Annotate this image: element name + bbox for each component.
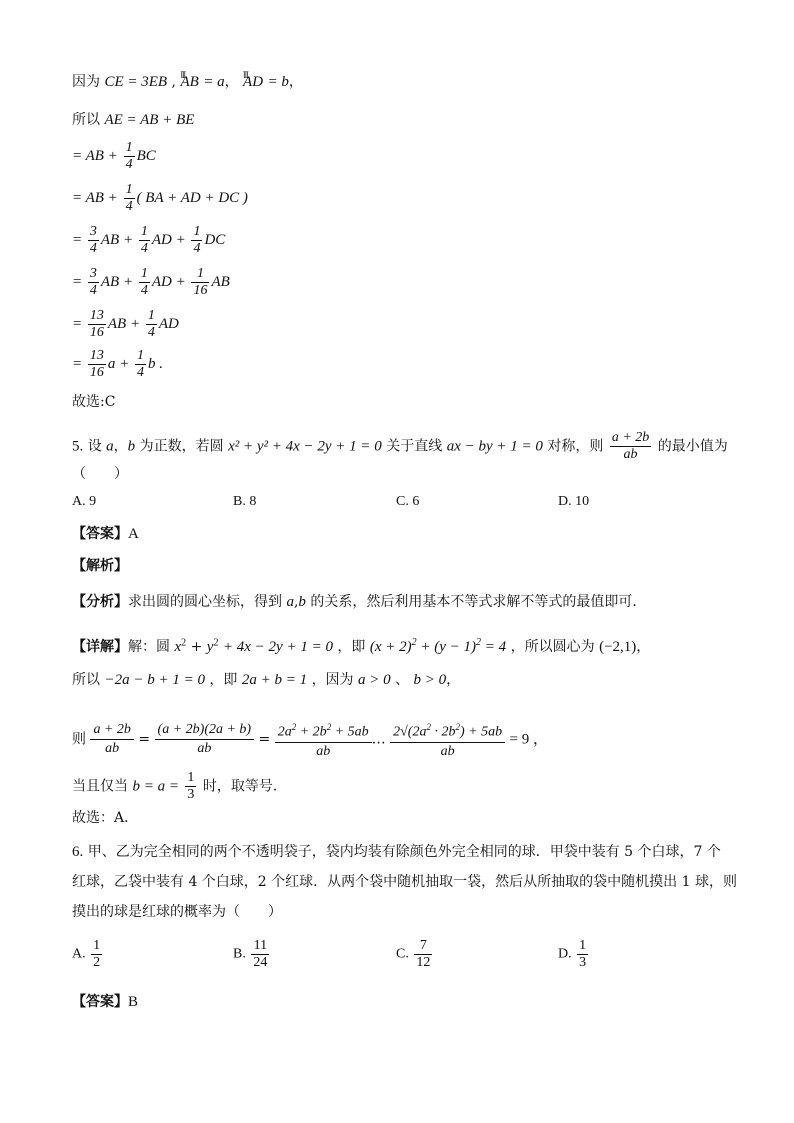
q6-option-d[interactable] (558, 938, 590, 971)
text: 所以 (72, 112, 100, 128)
fraction: $\frac{1}{16}$ (193, 266, 208, 298)
text: （ ） (72, 466, 128, 482)
fraction: $\frac{1}{4}$ (137, 348, 144, 380)
text: 为正数，若圆 (139, 438, 224, 455)
q5-paren (72, 464, 128, 484)
math: ax − by + 1 = 0 (446, 438, 543, 455)
answer-value: A (128, 526, 139, 542)
sol4-step: = AB + $\frac{1}{4}$ BC (72, 140, 156, 172)
text: 故选：A． (72, 810, 139, 826)
math: = 9 ， (509, 731, 548, 748)
sol4-choose (72, 392, 115, 412)
fraction: $\frac{1}{4}$ (125, 140, 133, 172)
fraction: $\frac{13}{16}$ (89, 348, 104, 380)
sol4-line2 (72, 110, 194, 130)
q6-line3 (72, 902, 282, 922)
text: 红球，乙袋中装有 4 个白球，2 个红球．从两个袋中随机抽取一袋，然后从所抽取的袋中随机摸出 1 球，则 (72, 874, 737, 890)
q6-option-c[interactable] (396, 938, 434, 971)
fraction: $\frac{1}{4}$ (147, 308, 155, 340)
fraction: $\frac{(a + 2b)(2a + b)}{ab}$ (155, 721, 255, 758)
text: 关于直线 (386, 438, 443, 455)
fraction: $\frac{a + 2b}{ab}$ (611, 430, 650, 462)
q5-option-b[interactable]: B. 8 (233, 494, 257, 509)
q5-xiangjie: 【详解】解：圆 $x^2 + y^2 + 4x - 2y + 1 = 0$ ，即 $(x + 2)^2 + (y - 1)^2 = 4$ ，所以圆心为 (−2,1)， (72, 637, 651, 655)
answer-tag: 【答案】 (72, 526, 128, 542)
option-letter: D. (558, 946, 572, 962)
option-letter: B. (233, 946, 246, 962)
fraction: $\frac{1}{4}$ (140, 224, 148, 256)
text: 甲、乙为完全相同的两个不透明袋子，袋内均装有除颜色外完全相同的球．甲袋中装有 5 个白球，7 个 (87, 844, 721, 860)
sol4-step: = $\frac{3}{4}$ AB + $\frac{1}{4}$ AD + $\frac{1}{4}$ DC (72, 224, 226, 256)
option-letter: C. (396, 946, 409, 962)
sol4-step: = $\frac{13}{16}$ AB + $\frac{1}{4}$ AD (72, 308, 179, 340)
text: 的最小值为 (657, 438, 728, 455)
text: 时，取等号． (202, 778, 287, 795)
answer-value: B (128, 994, 139, 1010)
text: ，因为 (311, 672, 354, 688)
fraction: $\frac{1}{2}$ (93, 938, 101, 970)
sol4-step: = $\frac{13}{16}$ a + $\frac{1}{4}$ b . (72, 348, 163, 380)
vector: ꞁꞁꞁ AB (180, 72, 198, 92)
fraction: $\frac{a + 2b}{ab}$ (90, 721, 133, 758)
text: 所以 (72, 672, 100, 688)
q5-fenxi: 【分析】求出圆的圆心坐标，得到 a,b 的关系，然后利用基本不等式求解不等式的最值即可． (72, 594, 647, 610)
text: 对称，则 (547, 438, 604, 455)
text: 故选:C (72, 394, 116, 410)
text: 求出圆的圆心坐标，得到 (128, 594, 282, 610)
sol4-step: = $\frac{3}{4}$ AB + $\frac{1}{4}$ AD + $\frac{1}{16}$ AB (72, 266, 230, 298)
fraction: $\frac{2a^2 + 2b^2 + 5ab}{ab}$ (275, 718, 372, 761)
text: 因为 (72, 74, 100, 90)
q5-equal: 当且仅当 b = a = $\frac{1}{3}$ 时，取等号． (72, 770, 287, 802)
text: ，即 (337, 639, 366, 655)
text: ，所以圆心为 (510, 639, 595, 655)
fenxi-tag: 【分析】 (72, 594, 128, 610)
question-number: 6. (72, 844, 84, 860)
q6-line2 (72, 872, 737, 892)
sol4-line1: 因为 CE = 3EB , ꞁꞁꞁ AB = a， ꞁꞁꞁ AD = b， (72, 72, 303, 92)
text: ，即 (209, 672, 238, 688)
fraction: $\frac{1}{3}$ (187, 770, 195, 802)
text: 、 (395, 672, 410, 688)
q6-option-b[interactable] (233, 938, 271, 971)
math-step: AE = AB + BE (104, 112, 195, 128)
fraction: $\frac{1}{3}$ (579, 938, 587, 970)
fraction: $\frac{1}{4}$ (193, 224, 201, 256)
question-number: 5. (72, 438, 84, 455)
math: CE = 3EB (104, 74, 168, 90)
text: 则 (72, 731, 86, 748)
q5-stem: 5. 设 a，b 为正数，若圆 x² + y² + 4x − 2y + 1 = 0 关于直线 ax − by + 1 = 0 对称，则 $\frac{a + 2b}{ab}$ 的最小值为 (72, 430, 728, 462)
math: = a (203, 74, 225, 90)
q5-then: 则 $\frac{a + 2b}{ab}$ = $\frac{(a + 2b)(2a + b)}{ab}$ = $\frac{2a^2 + 2b^2 + 5ab}{ab}$ … $\frac{2√(2a^2 \cdot 2b^2) + 5ab}{ab}$ = 9 ， (72, 718, 548, 761)
q5-answer (72, 524, 139, 544)
math: b > 0 (413, 672, 447, 688)
fraction: $\frac{11}{24}$ (253, 938, 268, 970)
fraction: $\frac{1}{4}$ (140, 266, 148, 298)
fraction: $\frac{13}{16}$ (89, 308, 104, 340)
q5-choose (72, 808, 138, 828)
sol4-step: = AB + $\frac{1}{4}$ ( BA + AD + DC ) (72, 182, 248, 214)
analysis-tag: 【解析】 (72, 558, 128, 574)
math: a > 0 (358, 672, 391, 688)
q5-so: 所以 −2a − b + 1 = 0 ，即 2a + b = 1 ，因为 a > 0 、 b > 0， (72, 672, 461, 688)
math: (−2,1) (599, 639, 637, 655)
fraction: $\frac{1}{4}$ (125, 182, 133, 214)
xiangjie-tag: 【详解】 (72, 639, 128, 655)
text: 摸出的球是红球的概率为（ ） (72, 904, 282, 920)
q5-analysis (72, 556, 128, 576)
q5-option-d[interactable]: D. 10 (558, 494, 590, 509)
math: 2a + b = 1 (241, 672, 308, 688)
q6-option-a[interactable] (72, 938, 104, 971)
q5-option-c[interactable]: C. 6 (396, 494, 420, 509)
math: −2a − b + 1 = 0 (104, 672, 205, 688)
math: = b (267, 74, 289, 90)
math: x² + y² + 4x − 2y + 1 = 0 (228, 438, 382, 455)
q6-answer (72, 992, 138, 1012)
text: 解：圆 (128, 639, 170, 655)
vector: ꞁꞁꞁ AD (243, 72, 263, 92)
answer-tag: 【答案】 (72, 994, 128, 1010)
text: 的关系，然后利用基本不等式求解不等式的最值即可． (310, 594, 647, 610)
text: 设 (87, 438, 102, 455)
fraction: $\frac{2√(2a^2 \cdot 2b^2) + 5ab}{ab}$ (390, 718, 505, 761)
option-letter: A. (72, 946, 86, 962)
text: 当且仅当 (72, 778, 128, 795)
q5-option-a[interactable]: A. 9 (72, 494, 97, 509)
fraction: $\frac{3}{4}$ (89, 266, 97, 298)
q6-line1 (72, 842, 721, 862)
fraction: $\frac{7}{12}$ (416, 938, 431, 970)
fraction: $\frac{3}{4}$ (89, 224, 97, 256)
